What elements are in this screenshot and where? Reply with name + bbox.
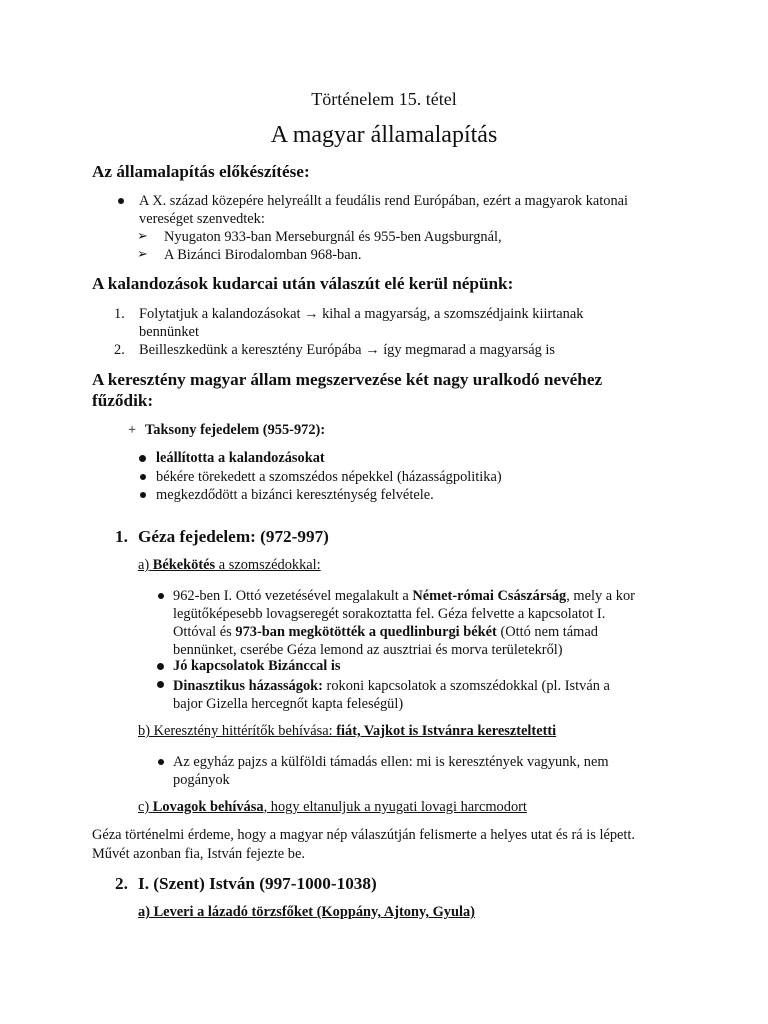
bullet-icon [158,593,164,599]
list-item: megkezdődött a bizánci kereszténység felvétele. [156,487,434,503]
bullet-icon [140,492,146,498]
paragraph-line: pogányok [173,772,230,788]
section-heading-state-cont: fűződik: [92,391,154,410]
subsection-a: a) Békekötés a szomszédokkal: [138,557,321,573]
list-item: A Bizánci Birodalomban 968-ban. [164,247,362,263]
bullet-icon [139,455,146,462]
paragraph-line: 962-ben I. Ottó vezetésével megalakult a Német-római Császárság, mely a kor [173,588,635,604]
paragraph-line: legütőképesebb lovagseregét sorakoztatta fel. Géza felvette a kapcsolatot I. [173,606,606,622]
right-arrow-icon: → [365,342,380,358]
list-item: békére törekedett a szomszédos népekkel (házasságpolitika) [156,469,502,485]
section-heading-geza: Géza fejedelem: (972-997) [138,527,329,546]
paragraph-line: vereséget szenvedtek: [139,211,265,227]
bullet-icon [158,759,164,765]
arrow-bullet-icon: ➢ [137,229,148,244]
right-arrow-icon: → [304,306,319,322]
paragraph-line: Dinasztikus házasságok: rokoni kapcsolatok a szomszédokkal (pl. István a [173,678,610,694]
paragraph-line: Ottóval és 973-ban megkötötték a quedlinburgi békét (Ottó nem támad [173,624,598,640]
bullet-icon [140,474,146,480]
list-number: 2. [115,874,128,893]
plus-bullet-icon: + [128,422,137,438]
section-heading-preparation: Az államalapítás előkészítése: [92,162,310,181]
subsection-a: a) Leveri a lázadó törzsfőket (Koppány, Ajtony, Gyula) [138,904,475,920]
subsection-c: c) Lovagok behívása, hogy eltanuljuk a nyugati lovagi harcmodort [138,799,527,815]
subsection-b: b) Keresztény hittérítők behívása: fiát, Vajkot is Istvánra kereszteltetti [138,723,557,739]
paragraph-line: bajor Gizella hercegnőt kapta feleségül) [173,696,404,712]
list-number: 1. [115,527,128,546]
section-heading-istvan: I. (Szent) István (997-1000-1038) [138,874,377,893]
section-heading-crossroads: A kalandozások kudarcai után válaszút elé kerül népünk: [92,274,514,293]
list-item: Nyugaton 933-ban Merseburgnál és 955-ben Augsburgnál, [164,229,502,245]
bullet-icon [157,681,164,688]
section-heading-state: A keresztény magyar állam megszervezése két nagy uralkodó nevéhez [92,370,603,389]
document-subtitle: Történelem 15. tétel [311,89,457,109]
bullet-icon [118,198,124,204]
subheading-taksony: Taksony fejedelem (955-972): [145,422,326,438]
document-title: A magyar államalapítás [270,122,498,148]
list-item: Beilleszkedünk a keresztény Európába → így megmarad a magyarság is [139,342,556,358]
list-item: leállította a kalandozásokat [156,450,325,466]
bullet-icon [157,663,164,670]
paragraph-line: bennünket [139,324,199,340]
paragraph-line: A X. század közepére helyreállt a feudális rend Európában, ezért a magyarok katonai [139,193,629,209]
list-number: 1. [114,306,125,322]
paragraph-line: Az egyház pajzs a külföldi támadás ellen: mi is keresztények vagyunk, nem [173,754,609,770]
paragraph-line: Géza történelmi érdeme, hogy a magyar nép válaszútján felismerte a helyes utat és rá is lépett. [92,827,636,843]
paragraph-line: Művét azonban fia, István fejezte be. [92,846,305,862]
list-item: Folytatjuk a kalandozásokat → kihal a magyarság, a szomszédjaink kiirtanak [139,306,584,322]
list-number: 2. [114,342,125,358]
paragraph-line: bennünket, cserébe Géza lemond az ausztriai és morva területekről) [173,642,563,658]
arrow-bullet-icon: ➢ [137,247,148,262]
list-item: Jó kapcsolatok Bizánccal is [173,658,341,674]
